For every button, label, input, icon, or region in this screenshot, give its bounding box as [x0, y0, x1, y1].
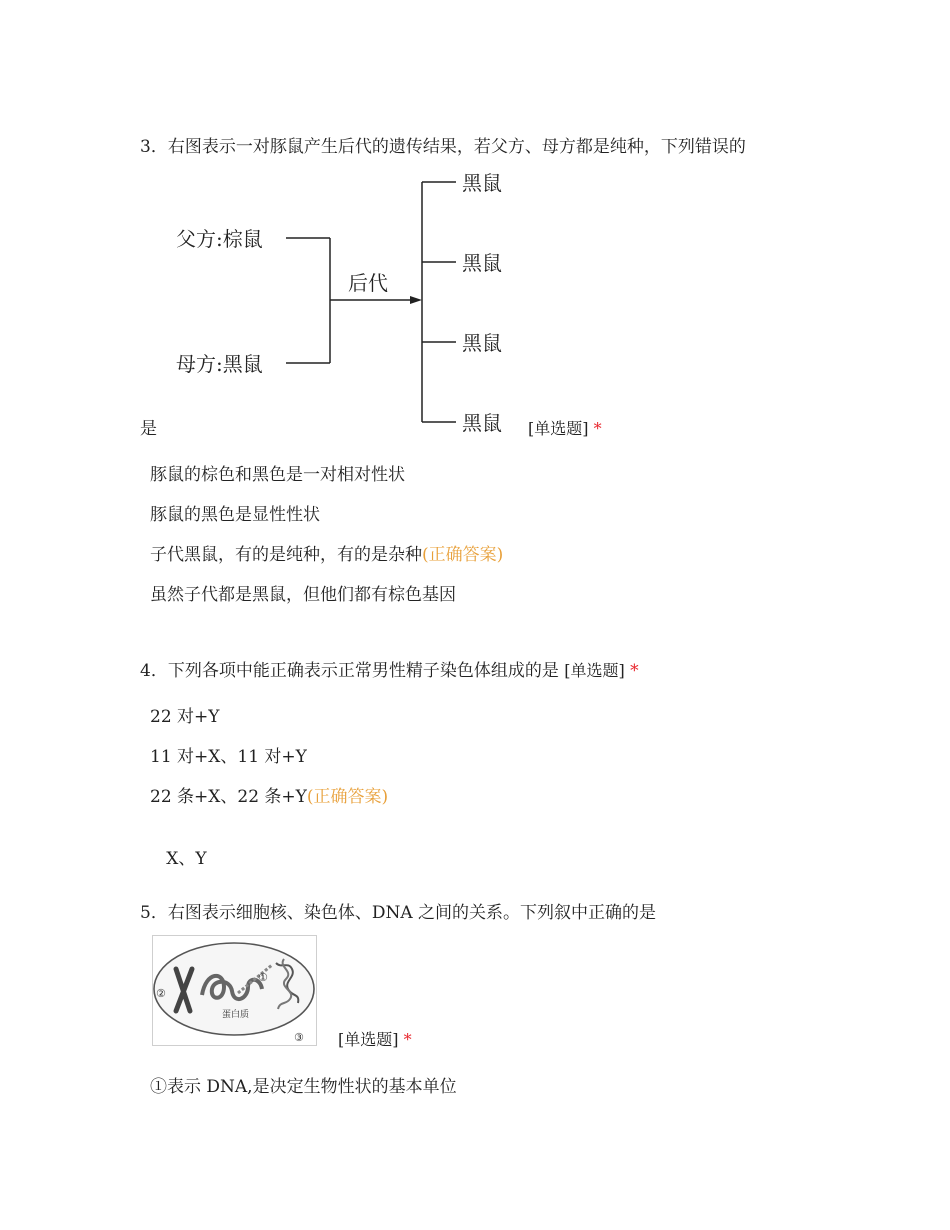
required-mark: *	[403, 1030, 412, 1049]
question-number: 5．	[140, 903, 168, 923]
father-label: 父方:棕鼠	[176, 227, 263, 251]
required-mark: *	[593, 419, 602, 438]
option-q3-a[interactable]	[150, 464, 405, 486]
option-text: 22 对+Y	[150, 707, 220, 727]
child-label: 黑鼠	[462, 171, 502, 195]
mother-label: 母方:黑鼠	[176, 352, 263, 376]
question-number: 4．	[140, 661, 168, 681]
question-number: 3．	[140, 137, 168, 157]
correct-answer-tag: (正确答案)	[422, 545, 504, 565]
question-4-stem	[140, 660, 639, 682]
question-text: 右图表示细胞核、染色体、DNA 之间的关系。下列叙中正确的是	[167, 903, 657, 923]
required-mark: *	[630, 661, 639, 681]
question-type-tag	[528, 418, 602, 440]
marker-2: ②	[156, 987, 166, 1000]
question-text: 下列各项中能正确表示正常男性精子染色体组成的是	[167, 661, 565, 681]
option-text: 11 对+X、11 对+Y	[150, 747, 307, 767]
option-text: X、Y	[160, 849, 207, 869]
nucleus-outline	[154, 943, 314, 1035]
type-label: [单选题]	[564, 661, 625, 680]
question-type-tag	[338, 1029, 412, 1051]
question-3-stem	[140, 136, 746, 158]
option-text: 豚鼠的黑色是显性性状	[150, 505, 320, 525]
option-q3-d[interactable]	[150, 584, 456, 606]
option-q4-c[interactable]	[150, 786, 388, 808]
offspring-label: 后代	[348, 271, 388, 295]
marker-1: ①	[258, 971, 268, 984]
child-label: 黑鼠	[462, 331, 502, 355]
type-label: [单选题]	[338, 1030, 399, 1049]
option-text: ①表示 DNA,是决定生物性状的基本单位	[150, 1077, 457, 1097]
option-text: 子代黑鼠，有的是纯种，有的是杂种	[150, 545, 422, 565]
child-label: 黑鼠	[462, 411, 502, 435]
question-5-stem	[140, 902, 656, 924]
type-label: [单选题]	[528, 419, 589, 438]
child-label: 黑鼠	[462, 251, 502, 275]
question-text: 右图表示一对豚鼠产生后代的遗传结果，若父方、母方都是纯种，下列错误的	[167, 137, 746, 157]
option-q3-c[interactable]	[150, 544, 503, 566]
correct-answer-tag: (正确答案)	[306, 787, 389, 807]
option-q4-a[interactable]	[150, 706, 220, 728]
option-q5-a[interactable]	[150, 1076, 457, 1098]
option-q4-d[interactable]	[150, 826, 207, 870]
cell-nucleus-figure	[152, 935, 318, 1047]
inheritance-diagram	[160, 160, 540, 440]
protein-label: 蛋白质	[222, 1010, 250, 1020]
offspring-arrow-head	[410, 296, 422, 304]
question-3-stem-cont: 是	[140, 419, 157, 439]
option-q3-b[interactable]	[150, 504, 320, 526]
option-text: 虽然子代都是黑鼠，但他们都有棕色基因	[150, 585, 456, 605]
marker-3: ③	[294, 1031, 304, 1044]
option-q4-b[interactable]	[150, 746, 307, 768]
option-text: 22 条+X、22 条+Y	[150, 787, 307, 807]
option-text: 豚鼠的棕色和黑色是一对相对性状	[150, 465, 405, 485]
